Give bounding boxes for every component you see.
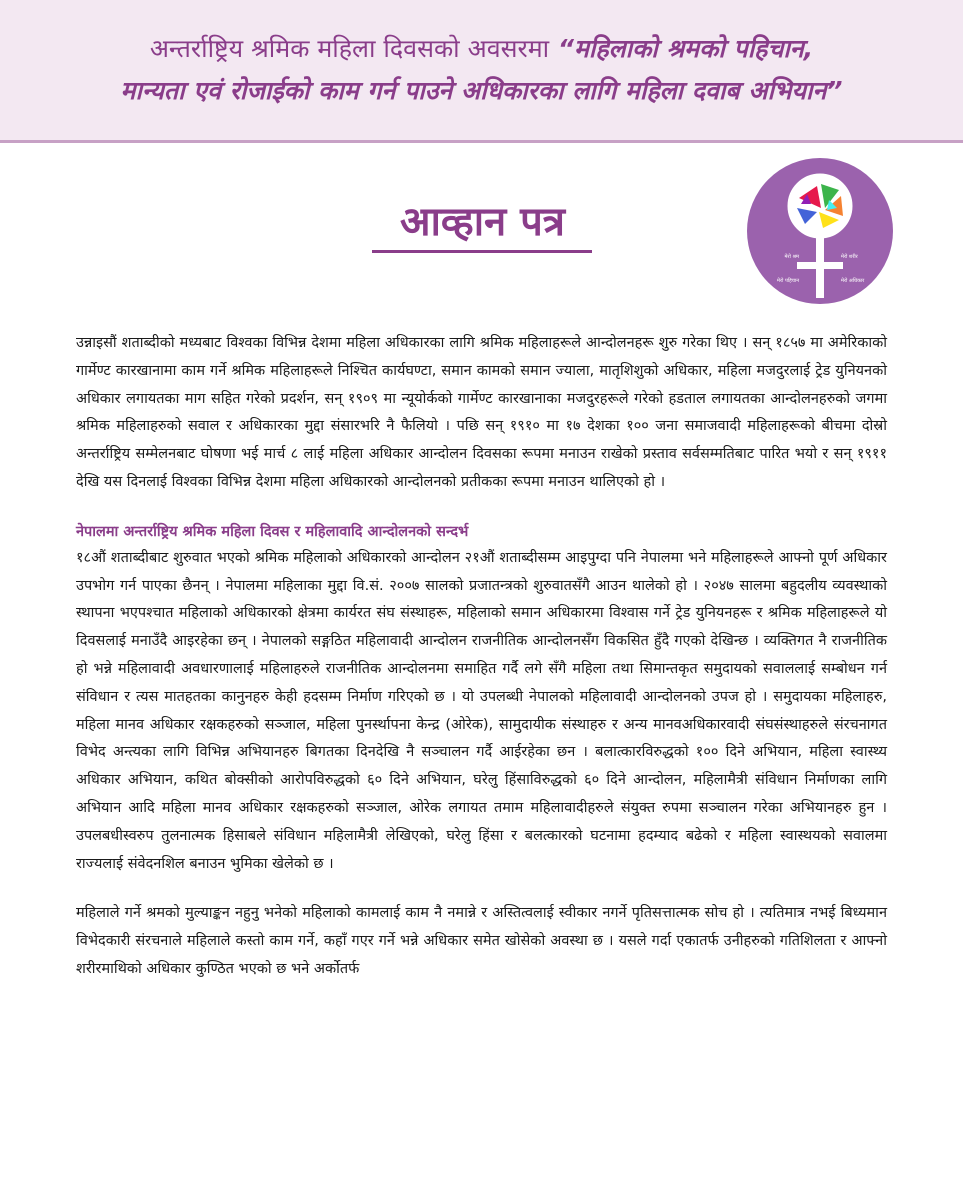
banner-line2: मान्यता एवं रोजाईको काम गर्न पाउने अधिकारका लागि महिला दवाब अभियान” [120, 76, 843, 105]
section-heading: नेपालमा अन्तर्राष्ट्रिय श्रमिक महिला दिवस र महिलावादि आन्दोलनको सन्दर्भ [76, 523, 469, 540]
paragraph-labour-valuation: महिलाले गर्ने श्रमको मुल्याङ्कन नहुनु भनेको महिलाको कामलाई काम नै नमान्ने र अस्तित्वलाई स्वीकार नगर्ने पृतिसत्तात्मक सोच हो । त्यतिमात्र नभई बिध्यमान विभेदकारी संरचनाले महिलाले कस्तो काम गर्ने, कहाँ गएर गर्ने भन्ने अधिकार समेत खोसेको अवस्था छ । यसले गर्दा एकातर्फ उनीहरुको गतिशिलता र आफ्नो शरीरमाथिको अधिकार कुण्ठित भएको छ भने अर्कोतर्फ [76, 905, 887, 977]
paragraph-nepal-context: १८औं शताब्दीबाट शुरुवात भएको श्रमिक महिलाको अधिकारको आन्दोलन २१औं शताब्दीसम्म आइपुग्दा पनि नेपालमा भने महिलाहरूले आफ्नो पूर्ण अधिकार उपभोग गर्न पाएका छैनन् । नेपालमा महिलाका मुद्दा वि.सं. २००७ सालको प्रजातन्त्रको शुरुवातसँगै आउन थालेको हो । २०४७ सालमा बहुदलीय व्यवस्थाको स्थापना भएपश्चात महिलाको अधिकारको क्षेत्रमा कार्यरत संघ संस्थाहरू, महिलाको समान अधिकारमा विश्वास गर्ने ट्रेड युनियनहरू र श्रमिक महिलाहरूले यो दिवसलाई मनाउँदै आइरहेका छन् । नेपालको सङ्गठित महिलावादी आन्दोलन राजनीतिक आन्दोलनसँग विकसित हुँदै गएको देखिन्छ । व्यक्तिगत नै राजनीतिक हो भन्ने महिलावादी अवधारणालाई महिलाहरुले राजनीतिक आन्दोलनमा समाहित गर्दै लगे सँगै महिला तथा सिमान्तकृत समुदायको सवाललाई सम्बोधन गर्न संविधान र त्यस मातहतका कानुनहरु केही हदसम्म निर्माण गरिएको छ । यो उपलब्धी नेपालको महिलावादी आन्दोलनको उपज हो । समुदायका महिलाहरु, महिला मानव अधिकार रक्षकहरुको सञ्जाल, महिला पुनर्स्थापना केन्द्र (ओरेक), सामुदायीक संस्थाहरु र अन्य मानवअधिकारवादी संघसंस्थाहरुले संरचनागत विभेद अन्त्यका लागि विभिन्न अभियानहरु बिगतका दिनदेखि नै सञ्चालन गर्दै आईरहेका छन । बलात्कारविरुद्धको १०० दिने अभियान, महिला स्वास्थ्य अधिकार अभियान, कथित बोक्सीको आरोपविरुद्धको ६० दिने अभियान, घरेलु हिंसाविरुद्धको ६० दिने आन्दोलन, महिलामैत्री संविधान निर्माणका लागि अभियान आदि महिला मानव अधिकार रक्षकहरुको सञ्जाल, ओरेक लगायत तमाम महिलावादीहरुले संयुक्त रुपमा सञ्चालन गरेका अभियानहरु हुन । उपलबधीस्वरुप तुलनात्मक हिसाबले संविधान महिलामैत्री लेखिएको, घरेलु हिंसा र बलत्कारको घटनामा हदम्याद बढेको र महिला स्वास्थयको सवालमा राज्यलाई संवेदनशिल बनाउन भुमिका खेलेको छ । [76, 549, 887, 872]
banner-divider [0, 140, 963, 143]
title-underline [372, 250, 592, 253]
banner-line1-plain: अन्तर्राष्ट्रिय श्रमिक महिला दिवसको अवसरमा [149, 34, 550, 63]
logo-text-top-right: मेरो शरीर [841, 254, 858, 260]
female-bar [797, 262, 843, 269]
logo-text-bottom-left: मेरो पहिचान [777, 278, 799, 284]
banner-line1-quote: “महिलाको श्रमको पहिचान, [557, 34, 814, 63]
page-title: आव्हान पत्र [400, 199, 565, 245]
female-symbol-hands-logo [747, 158, 893, 304]
logo-text-bottom-right: मेरो अधिकार [841, 278, 865, 284]
banner-heading [30, 28, 933, 112]
document-body [76, 330, 887, 984]
header-banner [0, 0, 963, 140]
logo-text-top-left: मेरो श्रम [784, 254, 799, 260]
paragraph-history: उन्नाइसौं शताब्दीको मध्यबाट विश्वका विभिन्न देशमा महिला अधिकारका लागि श्रमिक महिलाहरूले आन्दोलनहरू शुरु गरेका थिए । सन् १८५७ मा अमेरिकाको गार्मेण्ट कारखानामा काम गर्ने श्रमिक महिलाहरूले निश्चित कार्यघण्टा, समान कामको समान ज्याला, मातृशिशुको अधिकार, महिला मजदुरलाई ट्रेड युनियनको अधिकार लगायतका माग सहित गरेको प्रदर्शन, सन् १९०९ मा न्यूयोर्कको गार्मेण्ट कारखानाका मजदुरहरूले गरेको हडताल लगायतका आन्दोलनहरुको जगमा श्रमिक महिलाहरुको सवाल र अधिकारका मुद्दा संसारभरि नै फैलियो । पछि सन् १९१० मा १७ देशका १०० जना समाजवादी महिलाहरूको बीचमा दोस्रो अन्तर्राष्ट्रिय सम्मेलनबाट घोषणा भई मार्च ८ लाई महिला अधिकार आन्दोलन दिवसका रूपमा मनाउन राखेको प्रस्ताव सर्वसम्मतिबाट पारित भयो र सन् १९११ देखि यस दिनलाई विश्वका विभिन्न देशमा महिला अधिकारको आन्दोलनको प्रतीकका रूपमा मनाउन थालिएको हो । [76, 335, 887, 490]
